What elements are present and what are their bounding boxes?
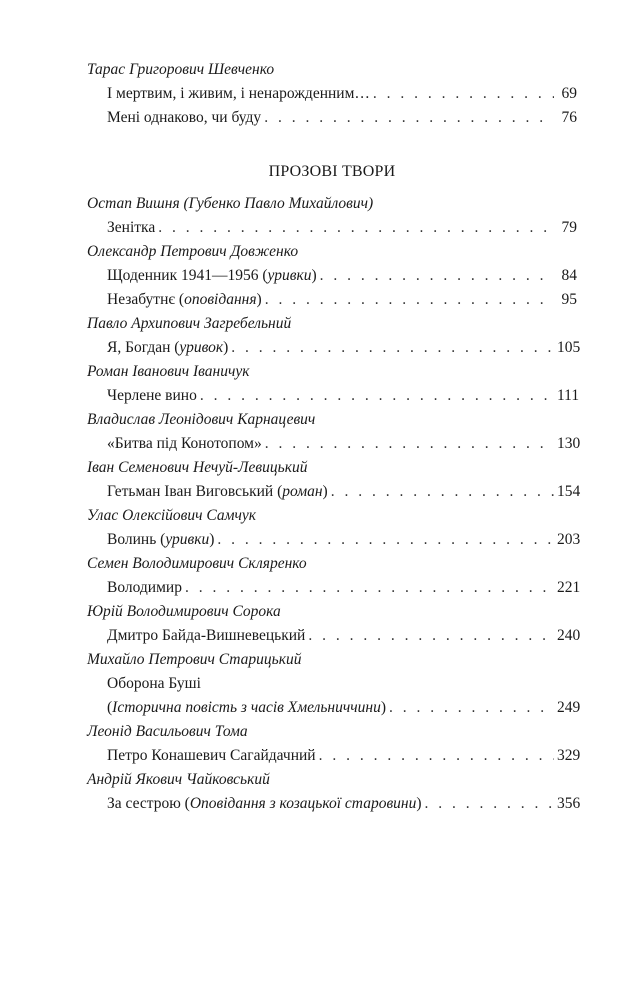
dot-leader — [373, 84, 554, 104]
entry-genre: уривок — [179, 339, 224, 356]
page-number: 329 — [557, 747, 581, 764]
dot-leader — [217, 530, 554, 550]
page-number: 76 — [561, 109, 577, 126]
entry-title: Петро Конашевич Сагайдачний — [107, 747, 316, 764]
author-name: Олександр Петрович Довженко — [87, 243, 299, 260]
toc-entry[interactable] — [87, 482, 581, 502]
author-name: Роман Іванович Іваничук — [87, 363, 250, 380]
page-number: 240 — [557, 627, 581, 644]
author-name: Юрій Володимирович Сорока — [87, 603, 281, 620]
entry-title-line: Оборона Буші — [107, 675, 201, 692]
page-number: 111 — [557, 387, 580, 404]
toc-entry[interactable] — [87, 626, 581, 646]
entry-genre: оповідання — [184, 291, 257, 308]
page-number: 130 — [557, 435, 581, 452]
dot-leader — [265, 290, 554, 310]
page-number: 154 — [557, 483, 581, 500]
dot-leader — [231, 338, 554, 358]
page-number: 221 — [557, 579, 581, 596]
author-name: Павло Архипович Загребельний — [87, 315, 292, 332]
entry-genre: Оповідання з козацької старовини — [189, 795, 417, 812]
page-number: 84 — [561, 267, 577, 284]
dot-leader — [331, 482, 554, 502]
page-number: 95 — [561, 291, 577, 308]
toc-entry[interactable] — [87, 108, 577, 128]
toc-entry[interactable] — [87, 794, 581, 814]
entry-genre: Історична повість з часів Хмельниччини — [112, 699, 381, 716]
entry-title: Волинь (уривки) — [107, 531, 215, 548]
entry-title: Мені однаково, чи буду — [107, 109, 262, 126]
toc-entry[interactable] — [87, 386, 580, 406]
page-number: 69 — [561, 85, 577, 102]
entry-title: «Битва під Конотопом» — [107, 435, 262, 452]
author-name: Остап Вишня (Губенко Павло Михайлович) — [87, 195, 374, 212]
entry-genre: уривки — [165, 531, 210, 548]
toc-entry[interactable] — [87, 266, 577, 286]
toc-entry[interactable] — [87, 746, 581, 766]
dot-leader — [265, 434, 554, 454]
entry-title: Щоденник 1941—1956 (уривки) — [107, 267, 317, 284]
dot-leader — [264, 108, 554, 128]
dot-leader — [200, 386, 554, 406]
toc-entry[interactable] — [87, 84, 577, 104]
table-of-contents — [87, 60, 581, 814]
entry-title: Черлене вино — [107, 387, 197, 404]
entry-title: За сестрою (Оповідання з козацької старовини) — [107, 795, 422, 812]
toc-entry[interactable] — [87, 578, 581, 598]
entry-title: (Історична повість з часів Хмельниччини) — [107, 699, 387, 716]
author-name: Тарас Григорович Шевченко — [87, 61, 275, 78]
toc-entry[interactable] — [87, 290, 577, 310]
entry-title: І мертвим, і живим, і ненарожденним… — [107, 85, 370, 102]
entry-title: Зенітка — [107, 219, 156, 236]
entry-title: Я, Богдан (уривок) — [107, 339, 229, 356]
page-number: 79 — [561, 219, 577, 236]
toc-entry[interactable] — [87, 218, 577, 238]
entry-genre: уривки — [267, 267, 312, 284]
dot-leader — [320, 266, 554, 286]
entry-title: Незабутнє (оповідання) — [107, 291, 262, 308]
author-name: Семен Володимирович Скляренко — [87, 555, 307, 572]
author-name: Іван Семенович Нечуй-Левицький — [87, 459, 308, 476]
entry-title: Гетьман Іван Виговський (роман) — [107, 483, 328, 500]
page-number: 249 — [557, 699, 581, 716]
entry-genre: роман — [282, 483, 323, 500]
toc-entry[interactable] — [87, 338, 581, 358]
dot-leader — [158, 218, 554, 238]
dot-leader — [308, 626, 554, 646]
section-heading: ПРОЗОВІ ТВОРИ — [268, 163, 396, 180]
page-number: 203 — [557, 531, 581, 548]
author-name: Владислав Леонідович Карнацевич — [87, 411, 316, 428]
toc-entry[interactable] — [87, 434, 581, 454]
toc-entry[interactable] — [87, 698, 581, 718]
dot-leader — [185, 578, 554, 598]
entry-title: Володимир — [107, 579, 182, 596]
author-name: Михайло Петрович Старицький — [87, 651, 302, 668]
author-name: Леонід Васильович Тома — [87, 723, 248, 740]
author-name: Улас Олексійович Самчук — [87, 507, 257, 524]
toc-entry[interactable] — [87, 530, 581, 550]
page-number: 356 — [557, 795, 581, 812]
dot-leader — [319, 746, 554, 766]
page-number: 105 — [557, 339, 581, 356]
dot-leader — [389, 698, 554, 718]
entry-title: Дмитро Байда-Вишневецький — [107, 627, 306, 644]
dot-leader — [425, 794, 554, 814]
author-name: Андрій Якович Чайковський — [87, 771, 270, 788]
